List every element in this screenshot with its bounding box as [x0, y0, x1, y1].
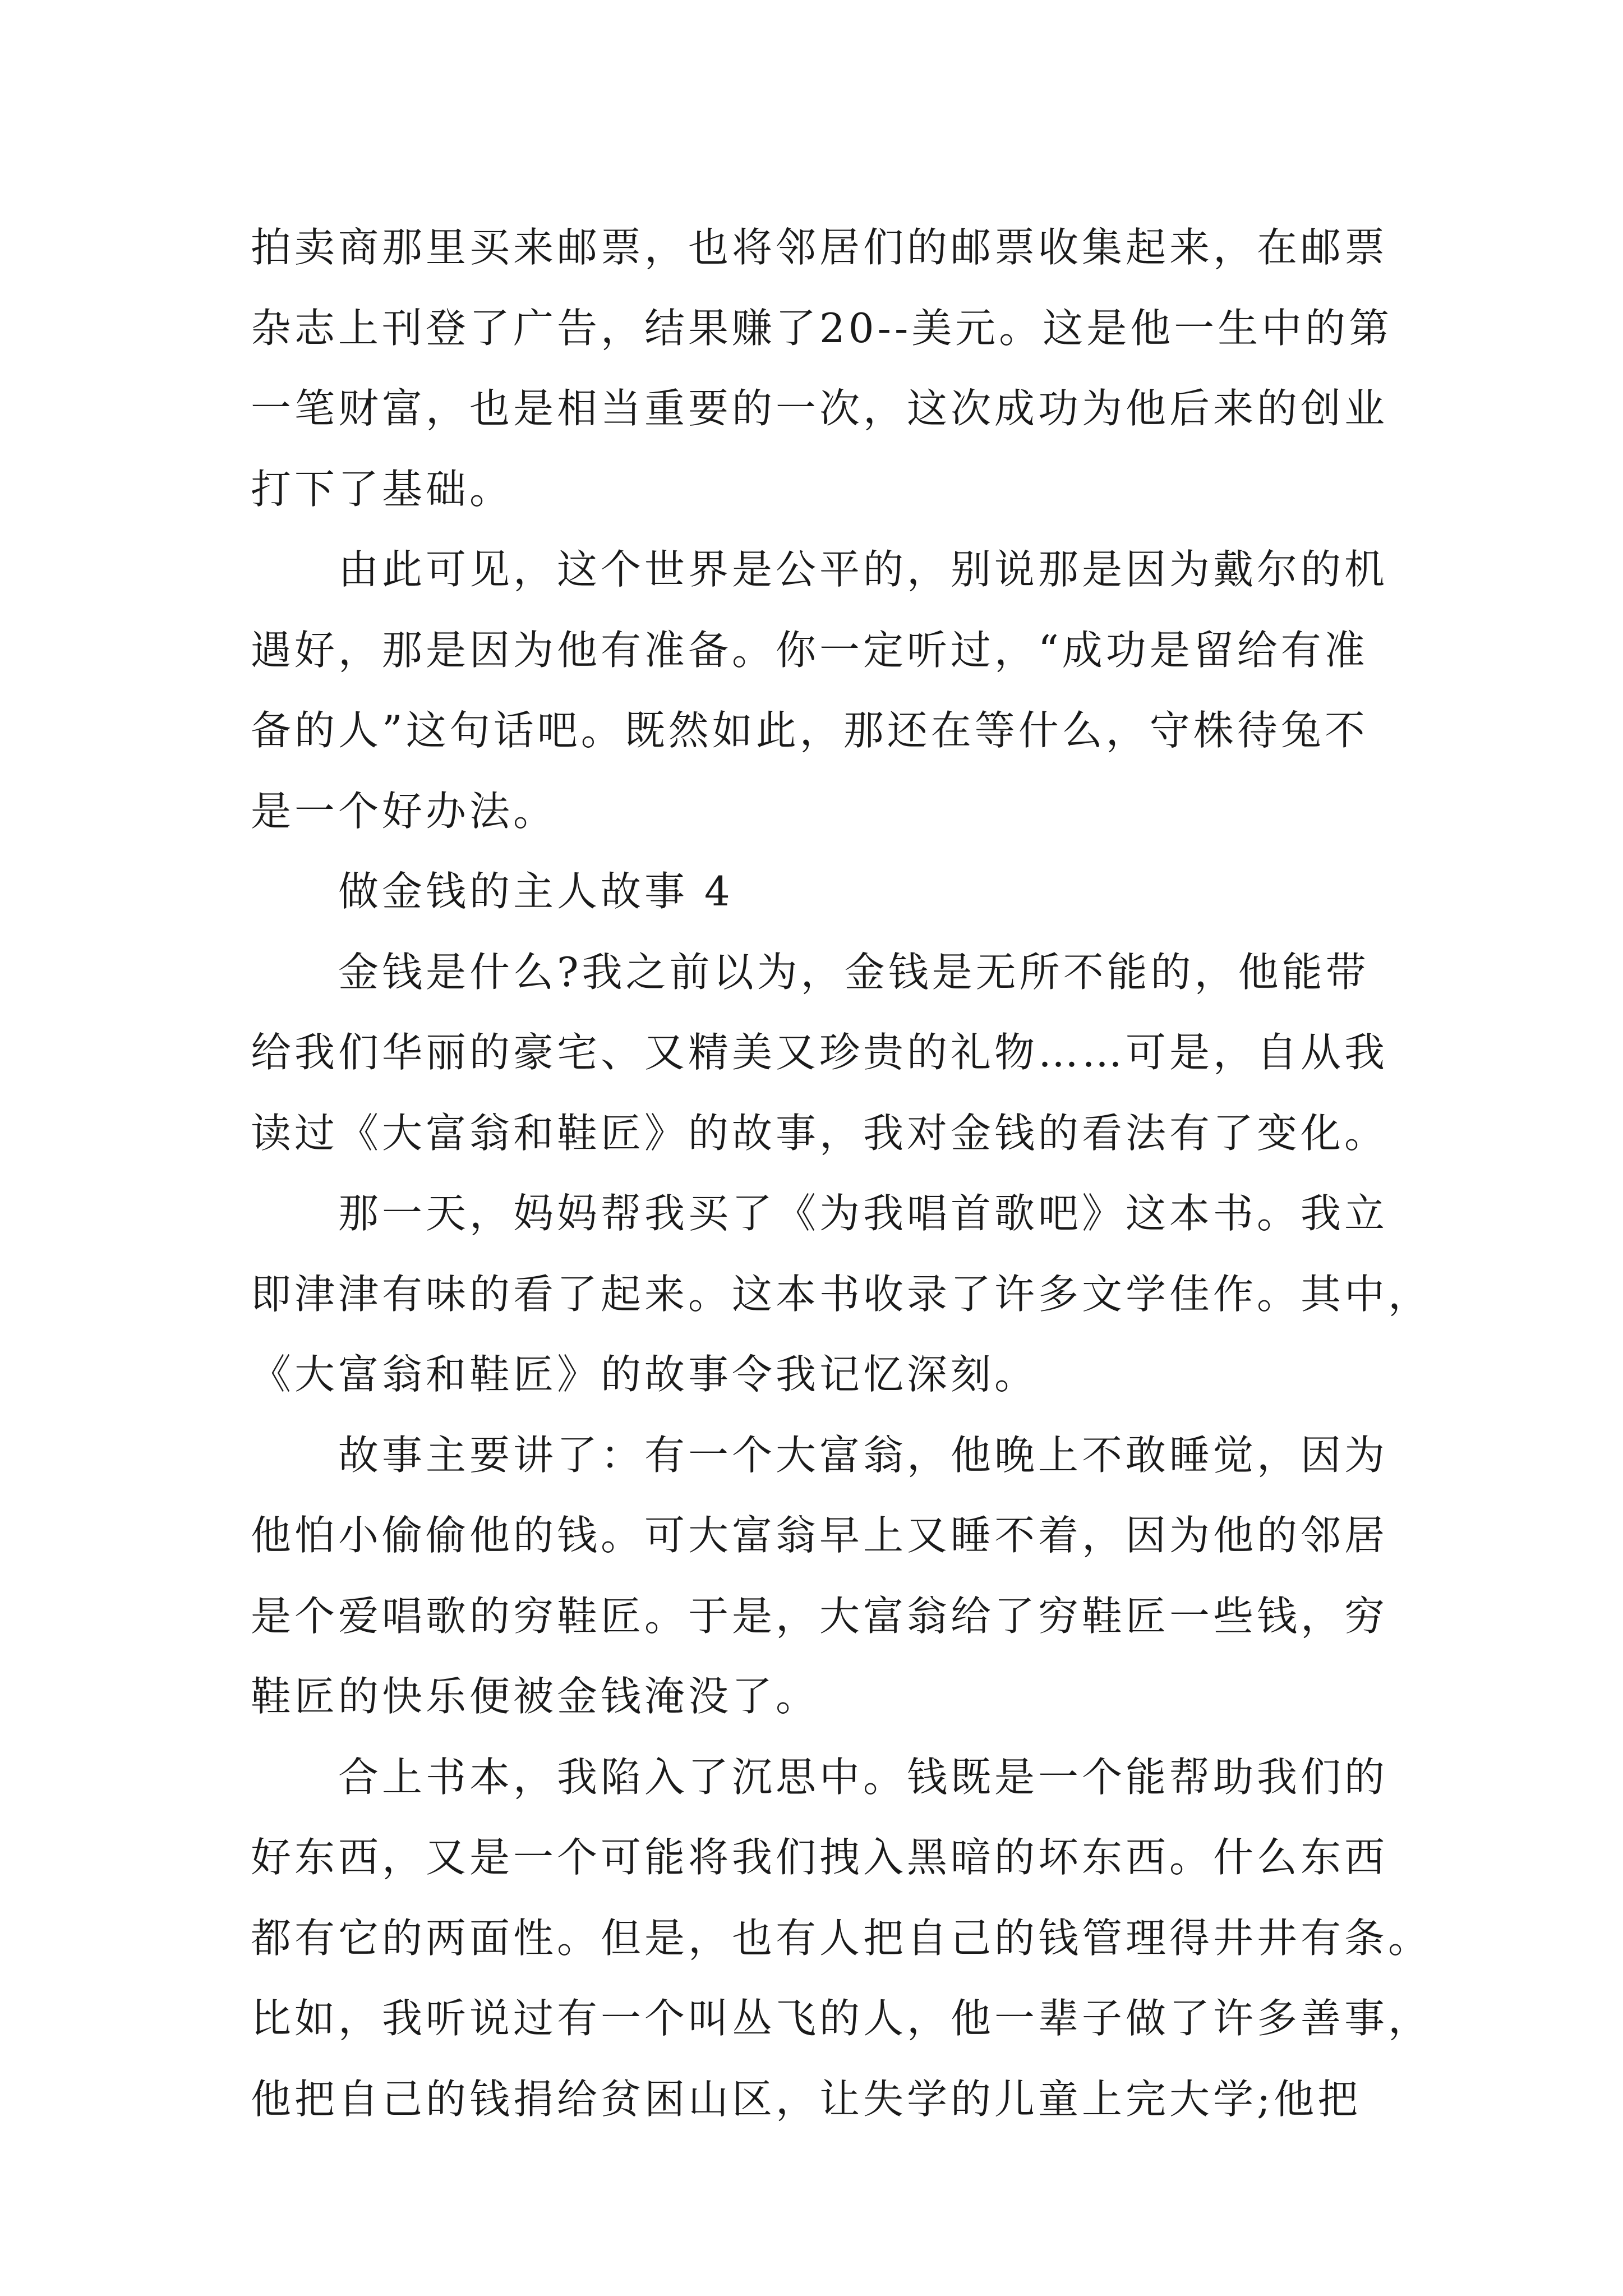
text-line: 他把自己的钱捐给贫困山区，让失学的儿童上完大学;他把 [251, 2075, 1362, 2123]
text-line: 都有它的两面性。但是，也有人把自己的钱管理得井井有条。 [251, 1914, 1432, 1962]
paragraph-first-line: 合上书本，我陷入了沉思中。钱既是一个能帮助我们的 [338, 1753, 1389, 1801]
paragraph-first-line: 由此可见，这个世界是公平的，别说那是因为戴尔的机 [338, 546, 1389, 593]
document-body [251, 208, 1432, 2139]
text-line: 给我们华丽的豪宅、又精美又珍贵的礼物……可是，自从我 [251, 1029, 1389, 1076]
section-heading: 做金钱的主人故事 4 [338, 868, 734, 915]
text-line: 是一个好办法。 [251, 787, 557, 835]
text-line: 遇好，那是因为他有准备。你一定听过，“成功是留给有准 [251, 626, 1368, 674]
text-line: 好东西，又是一个可能将我们拽入黑暗的坏东西。什么东西 [251, 1834, 1389, 1881]
text-line: 比如，我听说过有一个叫丛飞的人，他一辈子做了许多善事， [251, 1995, 1432, 2042]
text-line: 《大富翁和鞋匠》的故事令我记忆深刻。 [251, 1351, 1039, 1398]
paragraph-first-line: 故事主要讲了：有一个大富翁，他晚上不敢睡觉，因为 [338, 1431, 1389, 1479]
text-line: 读过《大富翁和鞋匠》的故事，我对金钱的看法有了变化。 [251, 1109, 1389, 1157]
text-line: 备的人”这句话吧。既然如此，那还在等什么，守株待兔不 [251, 707, 1368, 754]
text-line: 鞋匠的快乐便被金钱淹没了。 [251, 1673, 820, 1720]
paragraph-first-line: 那一天，妈妈帮我买了《为我唱首歌吧》这本书。我立 [338, 1190, 1389, 1237]
text-line: 拍卖商那里买来邮票，也将邻居们的邮票收集起来，在邮票 [251, 224, 1389, 271]
text-line: 一笔财富，也是相当重要的一次，这次成功为他后来的创业 [251, 385, 1389, 432]
text-line: 打下了基础。 [251, 465, 514, 513]
text-line: 杂志上刊登了广告，结果赚了20--美元。这是他一生中的第 [251, 304, 1393, 352]
text-line: 即津津有味的看了起来。这本书收录了许多文学佳作。其中， [251, 1270, 1432, 1318]
paragraph-first-line: 金钱是什么?我之前以为，金钱是无所不能的，他能带 [338, 948, 1370, 996]
text-line: 是个爱唱歌的穷鞋匠。于是，大富翁给了穷鞋匠一些钱，穷 [251, 1592, 1389, 1640]
text-line: 他怕小偷偷他的钱。可大富翁早上又睡不着，因为他的邻居 [251, 1512, 1389, 1559]
